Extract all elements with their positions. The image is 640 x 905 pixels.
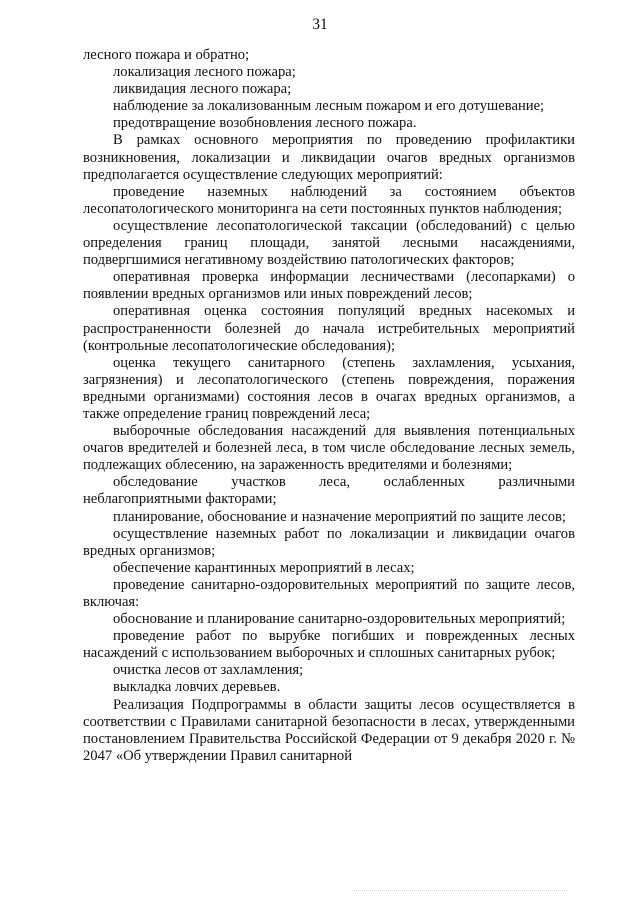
list-item-population-assessment: оперативная оценка состояния популяций вредных насекомых и распространенности болезней до начала истребительных мероприятий (контрольные лесопатологические обследования); [83,303,575,354]
document-body [83,47,575,765]
list-item-justification: обоснование и планирование санитарно-оздоровительных мероприятий; [113,611,566,628]
list-item-felling: проведение работ по вырубке погибших и поврежденных лесных насаждений с использованием выборочных и сплошных санитарных рубок; [83,628,575,662]
list-item-liquidation: ликвидация лесного пожара; [113,81,292,98]
list-item-planning: планирование, обоснование и назначение мероприятий по защите лесов; [113,508,566,525]
list-item-prevention: предотвращение возобновления лесного пожара. [113,115,417,132]
paragraph-implementation: Реализация Подпрограммы в области защиты лесов осуществляется в соответствии с Правилами санитарной безопасности в лесах, утвержденными постановлением Правительства Российской Федерации от 9 декабря 2020 г. № 2047 «Об утверждении Правил санитарной [83,696,575,764]
list-item-weakened-areas: обследование участков леса, ослабленных различными неблагоприятными факторами; [83,474,575,508]
list-item-localization: локализация лесного пожара; [113,64,296,81]
scan-artifact [352,890,567,901]
list-item-observation: наблюдение за локализованным лесным пожаром и его дотушевание; [113,98,545,115]
paragraph-continuation: лесного пожара и обратно; [83,47,250,63]
paragraph-main-activity: В рамках основного мероприятия по проведению профилактики возникновения, локализации и ликвидации очагов вредных организмов предполагается осуществление следующих мероприятий: [83,132,575,183]
list-item-clearing: очистка лесов от захламления; [113,662,304,679]
list-item-taxation: осуществление лесопатологической таксации (обследований) с целью определения границ площади, занятой лесными насаждениями, подвергшимися негативному воздействию патологических факторов; [83,217,575,269]
list-item-quarantine: обеспечение карантинных мероприятий в лесах; [113,559,415,576]
list-item-sanitary-measures: проведение санитарно-оздоровительных мероприятий по защите лесов, включая: [83,576,575,610]
list-item-ground-observations: проведение наземных наблюдений за состоянием объектов лесопатологического мониторинга на сети постоянных пунктов наблюдения; [83,183,575,217]
list-item-ground-works: осуществление наземных работ по локализации и ликвидации очагов вредных организмов; [83,525,575,559]
list-item-sanitary-assessment: оценка текущего санитарного (степень захламления, усыхания, загрязнения) и лесопатологического (степень повреждения, поражения вредными организмами) состояния лесов в очагах вредных организмов, а также определение границ повреждений леса; [83,354,575,422]
page-number: 31 [312,16,328,33]
list-item-trap-trees: выкладка ловчих деревьев. [113,679,281,696]
list-item-selective-surveys: выборочные обследования насаждений для выявления потенциальных очагов вредителей и болезней леса, в том числе обследование лесных земель, подлежащих облесению, на зараженность вредителями и болезнями; [83,423,575,474]
list-item-info-check: оперативная проверка информации лесничествами (лесопарками) о появлении вредных организмов или иных повреждений лесов; [83,269,575,303]
